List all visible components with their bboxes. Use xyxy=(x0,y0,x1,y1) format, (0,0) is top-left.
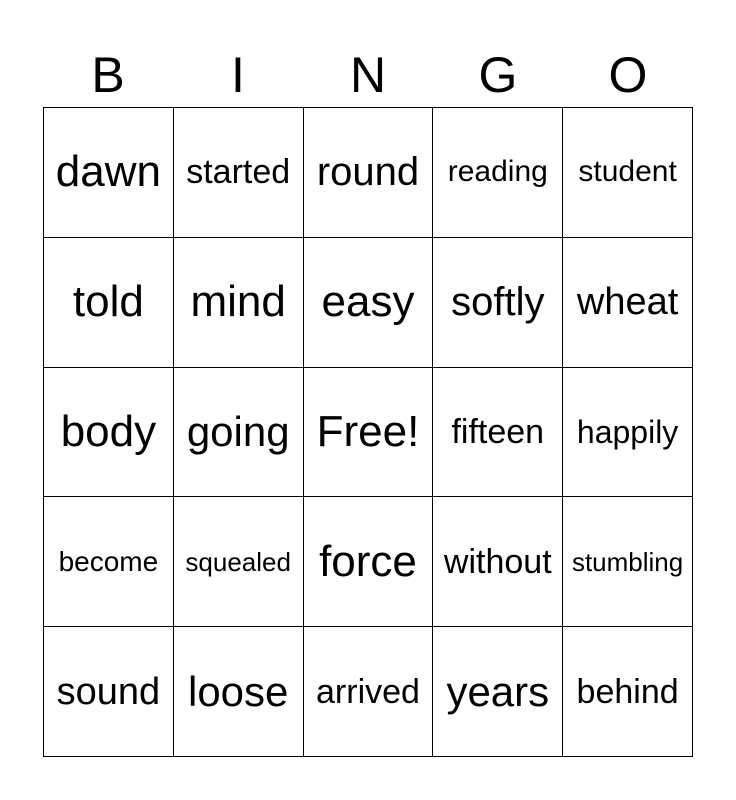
bingo-cell[interactable]: without xyxy=(433,497,563,627)
bingo-cell[interactable]: wheat xyxy=(563,238,693,368)
bingo-header xyxy=(43,42,693,108)
bingo-cell[interactable]: told xyxy=(44,238,174,368)
bingo-cell[interactable]: student xyxy=(563,108,693,238)
bingo-cell[interactable]: force xyxy=(304,497,434,627)
bingo-cell[interactable]: mind xyxy=(174,238,304,368)
bingo-cell[interactable]: become xyxy=(44,497,174,627)
bingo-cell[interactable]: going xyxy=(174,368,304,498)
bingo-cell[interactable]: loose xyxy=(174,627,304,757)
bingo-cell[interactable]: softly xyxy=(433,238,563,368)
bingo-cell[interactable]: stumbling xyxy=(563,497,693,627)
bingo-cell[interactable]: happily xyxy=(563,368,693,498)
bingo-cell[interactable]: dawn xyxy=(44,108,174,238)
header-letter-o: O xyxy=(608,47,648,103)
header-letter-i: I xyxy=(231,47,245,103)
header-letter-g: G xyxy=(478,47,518,103)
bingo-cell[interactable]: sound xyxy=(44,627,174,757)
header-letter-n: N xyxy=(349,47,387,103)
bingo-cell[interactable]: years xyxy=(433,627,563,757)
bingo-cell[interactable]: reading xyxy=(433,108,563,238)
bingo-cell[interactable]: started xyxy=(174,108,304,238)
header-letter-b: B xyxy=(91,47,125,103)
bingo-cell[interactable]: body xyxy=(44,368,174,498)
bingo-cell[interactable]: easy xyxy=(304,238,434,368)
bingo-cell[interactable]: arrived xyxy=(304,627,434,757)
bingo-cell[interactable]: behind xyxy=(563,627,693,757)
bingo-cell[interactable]: squealed xyxy=(174,497,304,627)
bingo-cell[interactable]: round xyxy=(304,108,434,238)
free-space-cell[interactable]: Free! xyxy=(304,368,434,498)
bingo-cell[interactable]: fifteen xyxy=(433,368,563,498)
bingo-board xyxy=(43,107,693,757)
